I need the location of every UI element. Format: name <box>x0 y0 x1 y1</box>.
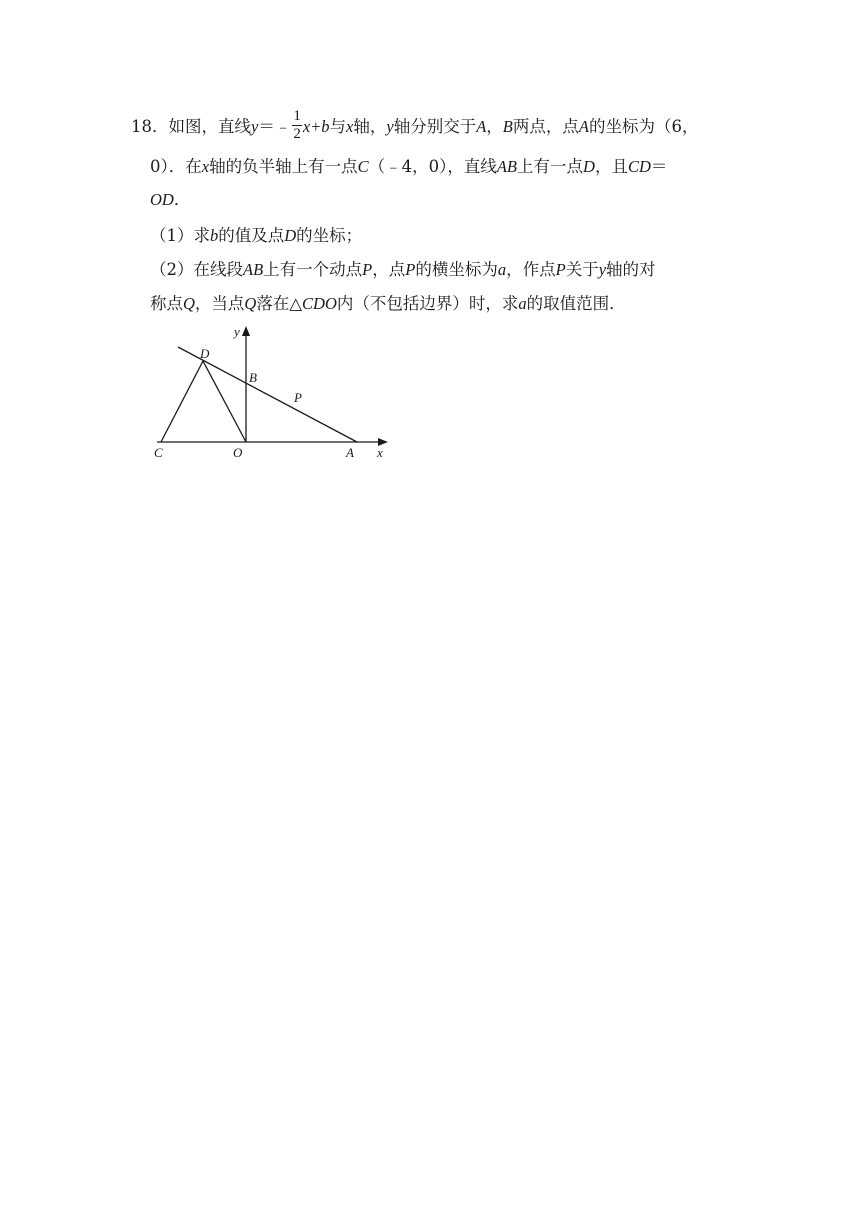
problem-line-1: 18．如图，直线y＝﹣ $\frac{1}{2}$ x+b与x轴，y轴分别交于A，B两点，点A的坐标为（6， <box>131 108 699 142</box>
question-1: （1）求b的值及点D的坐标； <box>150 226 363 245</box>
problem-line-2: 0）．在x轴的负半轴上有一点C（﹣4，0），直线AB上有一点D，且CD＝ <box>150 157 668 176</box>
y-axis-label: y <box>234 324 240 339</box>
problem-number: 18． <box>131 117 169 136</box>
x-axis-label: x <box>377 445 383 460</box>
point-a-label: A <box>346 445 354 460</box>
point-o-label: O <box>233 445 243 460</box>
segment-od <box>203 361 246 442</box>
line-ab <box>178 347 357 442</box>
fraction-one-half: $\frac{1}{2}$ <box>293 108 301 142</box>
segment-cd <box>161 361 203 442</box>
point-p-label: P <box>294 390 302 405</box>
y-axis-arrow-icon <box>242 326 250 336</box>
point-d-label: D <box>200 346 210 361</box>
question-2-line-1: （2）在线段AB上有一个动点P，点P的横坐标为a，作点P关于y轴的对 <box>150 260 656 279</box>
point-b-label: B <box>249 370 257 385</box>
geometry-figure <box>145 320 395 465</box>
problem-line-3: OD． <box>150 190 191 209</box>
point-c-label: C <box>154 445 163 460</box>
question-2-line-2: 称点Q，当点Q落在△CDO内（不包括边界）时，求a的取值范围． <box>150 294 626 313</box>
